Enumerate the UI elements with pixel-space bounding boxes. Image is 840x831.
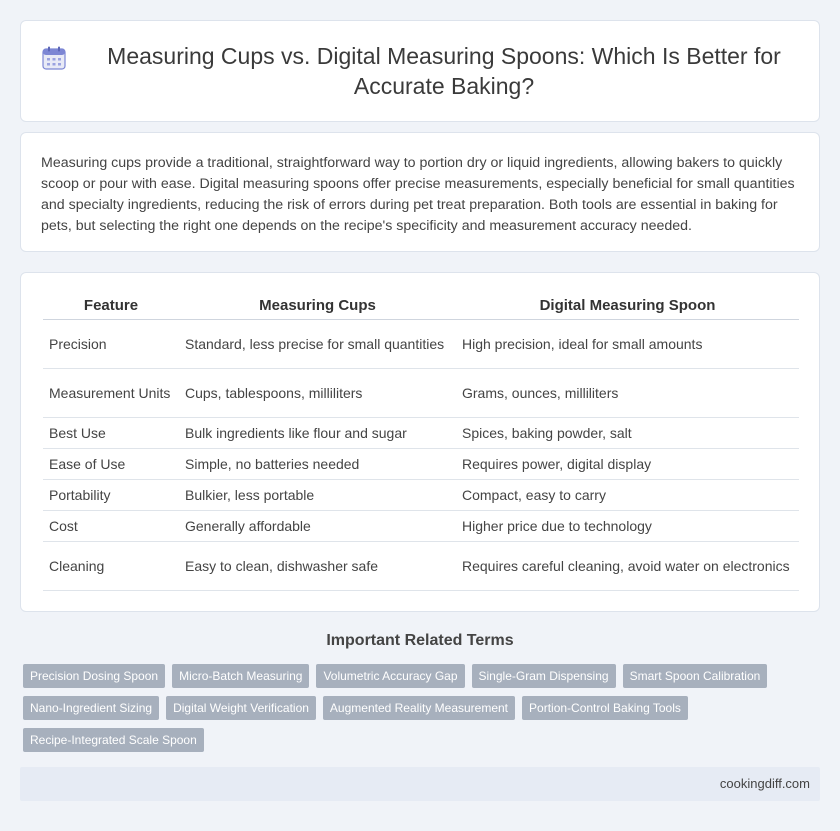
related-terms-title: Important Related Terms [326,632,514,649]
related-term-tag[interactable]: Recipe-Integrated Scale Spoon [23,728,204,752]
cups-cell: Standard, less precise for small quantities [179,319,456,368]
table-row [43,448,799,479]
related-term-tag[interactable]: Smart Spoon Calibration [623,664,768,688]
cups-cell: Bulkier, less portable [179,479,456,510]
title-row [41,41,799,101]
cups-cell: Easy to clean, dishwasher safe [179,541,456,590]
related-term-tag[interactable]: Digital Weight Verification [166,696,316,720]
spoon-cell: Higher price due to technology [456,510,799,541]
spoon-cell: High precision, ideal for small amounts [456,319,799,368]
table-row [43,319,799,368]
feature-cell: Portability [43,479,179,510]
table-row [43,368,799,417]
page-title: Measuring Cups vs. Digital Measuring Spoons: Which Is Better for Accurate Baking? [107,43,781,99]
related-term-tag[interactable]: Micro-Batch Measuring [172,664,309,688]
comparison-table [43,295,799,591]
related-term-tag[interactable]: Portion-Control Baking Tools [522,696,688,720]
related-term-tag[interactable]: Single-Gram Dispensing [472,664,616,688]
cups-cell: Generally affordable [179,510,456,541]
footer [20,767,820,801]
spoon-cell: Grams, ounces, milliliters [456,368,799,417]
feature-cell: Cost [43,510,179,541]
table-row [43,510,799,541]
header-digital-spoon: Digital Measuring Spoon [456,295,799,319]
feature-cell: Cleaning [43,541,179,590]
intro-card [20,132,820,252]
table-row [43,541,799,590]
feature-cell: Ease of Use [43,448,179,479]
calendar-icon [41,45,67,71]
header-measuring-cups: Measuring Cups [179,295,456,319]
header-card [20,20,820,122]
header-feature: Feature [43,295,179,319]
feature-cell: Best Use [43,417,179,448]
comparison-table-card [20,272,820,612]
spoon-cell: Requires power, digital display [456,448,799,479]
footer-site-link[interactable]: cookingdiff.com [719,776,810,791]
related-term-tag[interactable]: Nano-Ingredient Sizing [23,696,159,720]
feature-cell: Precision [43,319,179,368]
cups-cell: Bulk ingredients like flour and sugar [179,417,456,448]
spoon-cell: Requires careful cleaning, avoid water on electronics [456,541,799,590]
table-row [43,417,799,448]
table-row [43,479,799,510]
intro-text: Measuring cups provide a traditional, straightforward way to portion dry or liquid ingredients, allowing bakers to quickly scoop or pour with ease. Digital measuring spoons offer precise measurements, especially beneficial for small quantities and specialty ingredients, reducing the risk of errors during pet treat preparation. Both tools are essential in baking for pets, but selecting the right one depends on the recipe's specificity and measurement accuracy needed. [41,155,795,234]
related-term-tag[interactable]: Volumetric Accuracy Gap [316,664,464,688]
related-term-tag[interactable]: Augmented Reality Measurement [323,696,515,720]
related-term-tag[interactable]: Precision Dosing Spoon [23,664,165,688]
related-terms-list [23,664,813,760]
cups-cell: Simple, no batteries needed [179,448,456,479]
table-header-row [43,295,799,319]
cups-cell: Cups, tablespoons, milliliters [179,368,456,417]
feature-cell: Measurement Units [43,368,179,417]
spoon-cell: Spices, baking powder, salt [456,417,799,448]
spoon-cell: Compact, easy to carry [456,479,799,510]
